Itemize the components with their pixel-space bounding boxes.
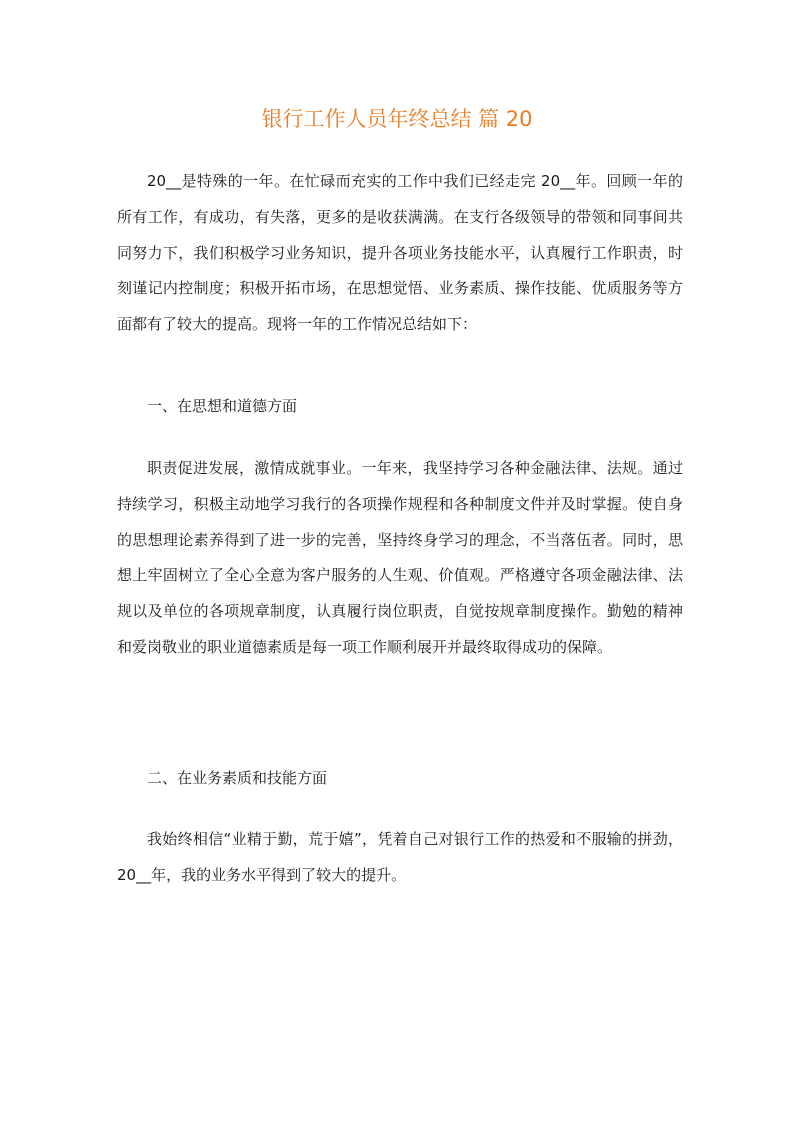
section-heading-skills: 二、在业务素质和技能方面 — [147, 769, 328, 787]
section-heading-morality: 一、在思想和道德方面 — [147, 397, 298, 415]
document-title: 银行工作人员年终总结 篇 20 — [261, 107, 533, 131]
paragraph-intro: 20__是特殊的一年。在忙碌而充实的工作中我们已经走完 20__年。回顾一年的所有工作，有成功，有失落，更多的是收获满满。在支行各级领导的带领和同事间共同努力下，我们积极学习业务知识，提升各项业务技能水平，认真履行工作职责，时刻谨记内控制度；积极开拓市场，在思想觉悟、业务素质、操作技能、优质服务等方面都有了较大的提高。现将一年的工作情况总结如下： — [117, 172, 683, 334]
paragraph-morality: 职责促进发展，激情成就事业。一年来，我坚持学习各种金融法律、法规。通过持续学习，积极主动地学习我行的各项操作规程和各种制度文件并及时掌握。使自身的思想理论素养得到了进一步的完善，坚持终身学习的理念，不当落伍者。同时，思想上牢固树立了全心全意为客户服务的人生观、价值观。严格遵守各项金融法律、法规以及单位的各项规章制度，认真履行岗位职责，自觉按规章制度操作。勤勉的精神和爱岗敬业的职业道德素质是每一项工作顺利展开并最终取得成功的保障。 — [117, 459, 683, 656]
paragraph-skills: 我始终相信“业精于勤，荒于嬉”，凭着自己对银行工作的热爱和不服输的拼劲，20__年，我的业务水平得到了较大的提升。 — [117, 830, 683, 884]
